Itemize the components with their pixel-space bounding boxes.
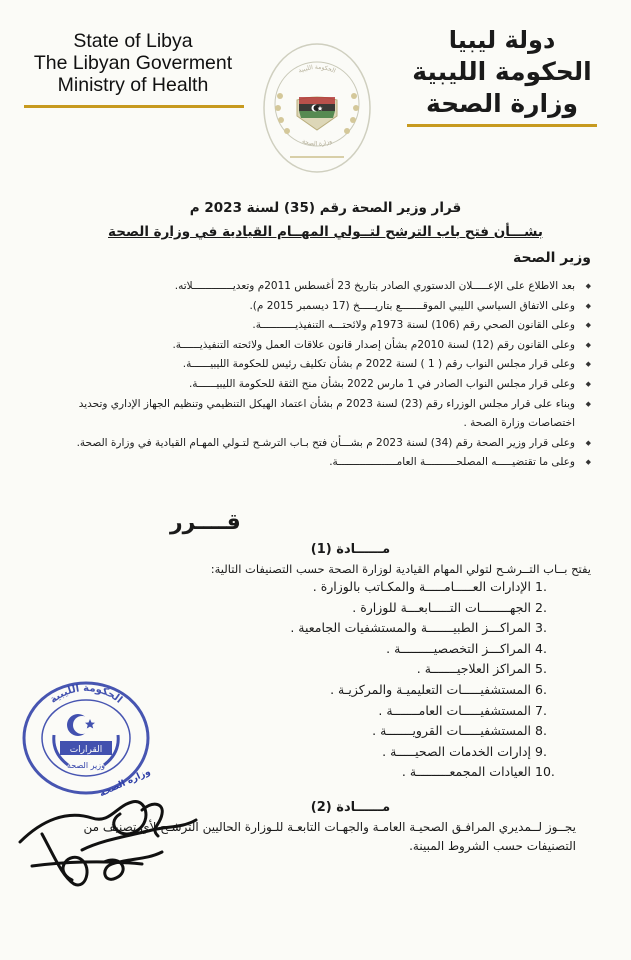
category-number: 6.	[535, 681, 547, 697]
header-en-line-3: Ministry of Health	[57, 74, 209, 96]
category-list	[239, 577, 559, 783]
seal-side-text: وزارة الصحة	[98, 767, 153, 800]
header-ar-line-1: دولة ليبيا	[448, 26, 556, 54]
category-item	[239, 680, 559, 701]
header-en-line-2: The Libyan Goverment	[33, 52, 233, 74]
header-divider-ar	[407, 124, 597, 127]
category-number: 5.	[535, 661, 547, 677]
category-number: 1.	[535, 579, 547, 594]
decree-title: قرار وزير الصحة رقم (35) لسنة 2023 م	[189, 200, 462, 216]
svg-text:وزارة الصحة	[301, 138, 333, 148]
arabic-header	[397, 24, 607, 127]
issuer-label: وزير الصحة	[512, 250, 591, 266]
english-header	[22, 30, 244, 108]
preamble-item: ◆ وعلى ما تقتضيـــــه المصلحــــــــــة العامـــــــــــــــــــة.	[51, 453, 591, 473]
category-label: المراكز العلاجيـــــــة .	[416, 661, 532, 677]
preamble-list	[51, 277, 591, 473]
category-item	[239, 598, 559, 619]
category-label: المستشفيـــــات العامـــــــة .	[378, 702, 532, 718]
category-label: المراكـــز الطبيـــــــة والمستشفيات الجامعية .	[290, 620, 532, 636]
category-number: 2.	[535, 599, 547, 615]
article-2-title: مــــــادة (2)	[310, 800, 391, 815]
article-1-text: يفتح بــاب التــرشـح لتولي المهام القيادية لوزارة الصحة حسب التصنيفات التالية:	[210, 562, 591, 576]
preamble-item: ◆ بعد الاطلاع على الإعـــــلان الدستوري الصادر بتاريخ 23 أغسطس 2011م وتعديـــــــــــــلاته.	[51, 277, 591, 297]
category-item	[239, 618, 559, 639]
header-ar-line-3: وزارة الصحة	[425, 89, 579, 118]
article-2-text: يجــوز لــمديري المرافـق الصحيـة العامـة والجهـات التابعـة للـوزارة الحاليين الترشـح لأي تصنيف من التصنيفات حسب الشروط المبينة.	[83, 820, 576, 853]
category-number: 9.	[535, 743, 547, 759]
category-item	[239, 639, 559, 660]
government-emblem-icon	[260, 38, 374, 178]
category-label: العيادات المجمعـــــــــة .	[401, 764, 532, 780]
preamble-item: ◆ وعلى القانون الصحي رقم (106) لسنة 1973م ولائحتـــه التنفيذيـــــــــــة.	[51, 316, 591, 336]
signature-icon	[12, 780, 202, 900]
category-label: المراكـــز التخصصيـــــــــة .	[386, 640, 532, 656]
category-label: المستشفيـــــات التعليميـة والمركزيـة .	[330, 681, 532, 697]
header-ar-line-2: الحكومة الليبية	[412, 57, 592, 86]
category-number: 8.	[535, 723, 547, 739]
svg-text:الحكومة الليبية	[297, 64, 337, 75]
decree-subtitle: بشـــأن فتح باب الترشح لتــولي المهــام القيادية في وزارة الصحة	[108, 224, 543, 240]
preamble-item: ◆ وعلى قرار مجلس النواب رقم ( 1 ) لسنة 2022 م بشأن تكليف رئيس للحكومة الليبيــــــة.	[51, 355, 591, 375]
category-label: الإدارات العـــــامـــــة والمكـاتب بالوزارة .	[312, 579, 532, 594]
category-number: 3.	[535, 620, 547, 636]
category-label: الجهــــــــات التـــــابعـــة للوزارة .	[352, 599, 532, 615]
category-number: 10.	[535, 764, 555, 780]
header-en-line-1: State of Libya	[73, 30, 193, 52]
svg-text:الحكومة الليبية	[48, 683, 124, 706]
category-number: 4.	[535, 640, 547, 656]
category-number: 7.	[535, 702, 547, 718]
preamble-item: ◆ وعلى قرار مجلس النواب الصادر في 1 مارس 2022 بشأن منح الثقة للحكومة الليبيــــــة.	[51, 375, 591, 395]
decree-heading: قــــرر	[170, 510, 241, 535]
seal-inner-text: وزير الصحة	[67, 761, 105, 770]
preamble-item: ◆ وبناء على قرار مجلس الوزراء رقم (23) لسنة 2023 م بشأن اعتماد الهيكل التنظيمي وتنظيم الجهاز الإداري وتحديد اختصاصات وزارة الصحة .	[51, 395, 591, 434]
preamble-item: ◆ وعلى الاتفاق السياسي الليبي الموقـــــــع بتاريـــــخ (17 ديسمبر 2015 م).	[51, 297, 591, 317]
category-item	[239, 701, 559, 722]
header-divider	[24, 105, 244, 108]
category-label: المستشفيـــــات القرويـــــــة .	[372, 723, 532, 739]
category-item	[239, 721, 559, 742]
category-item	[239, 577, 559, 598]
category-item	[239, 762, 559, 783]
emblem-top-text: الحكومة الليبية	[297, 63, 337, 75]
emblem-bottom-text: وزارة الصحة	[301, 137, 333, 148]
seal-outer-text: الحكومة الليبية	[48, 682, 125, 706]
preamble-item: ◆ وعلى قرار وزير الصحة رقم (34) لسنة 2023 م بشـــأن فتح بـاب الترشـح لتـولي المهـام القيادية في وزارة الصحة.	[51, 434, 591, 454]
preamble-item: ◆ وعلى القانون رقم (12) لسنة 2010م بشأن إصدار قانون علاقات العمل ولائحته التنفيذيــــــة.	[51, 336, 591, 356]
category-label: إدارات الخدمات الصحيـــــة .	[382, 743, 532, 759]
article-1-title: مــــــادة (1)	[310, 542, 391, 557]
category-item	[239, 659, 559, 680]
category-item	[239, 742, 559, 763]
seal-ribbon-text: القرارات	[69, 745, 103, 755]
